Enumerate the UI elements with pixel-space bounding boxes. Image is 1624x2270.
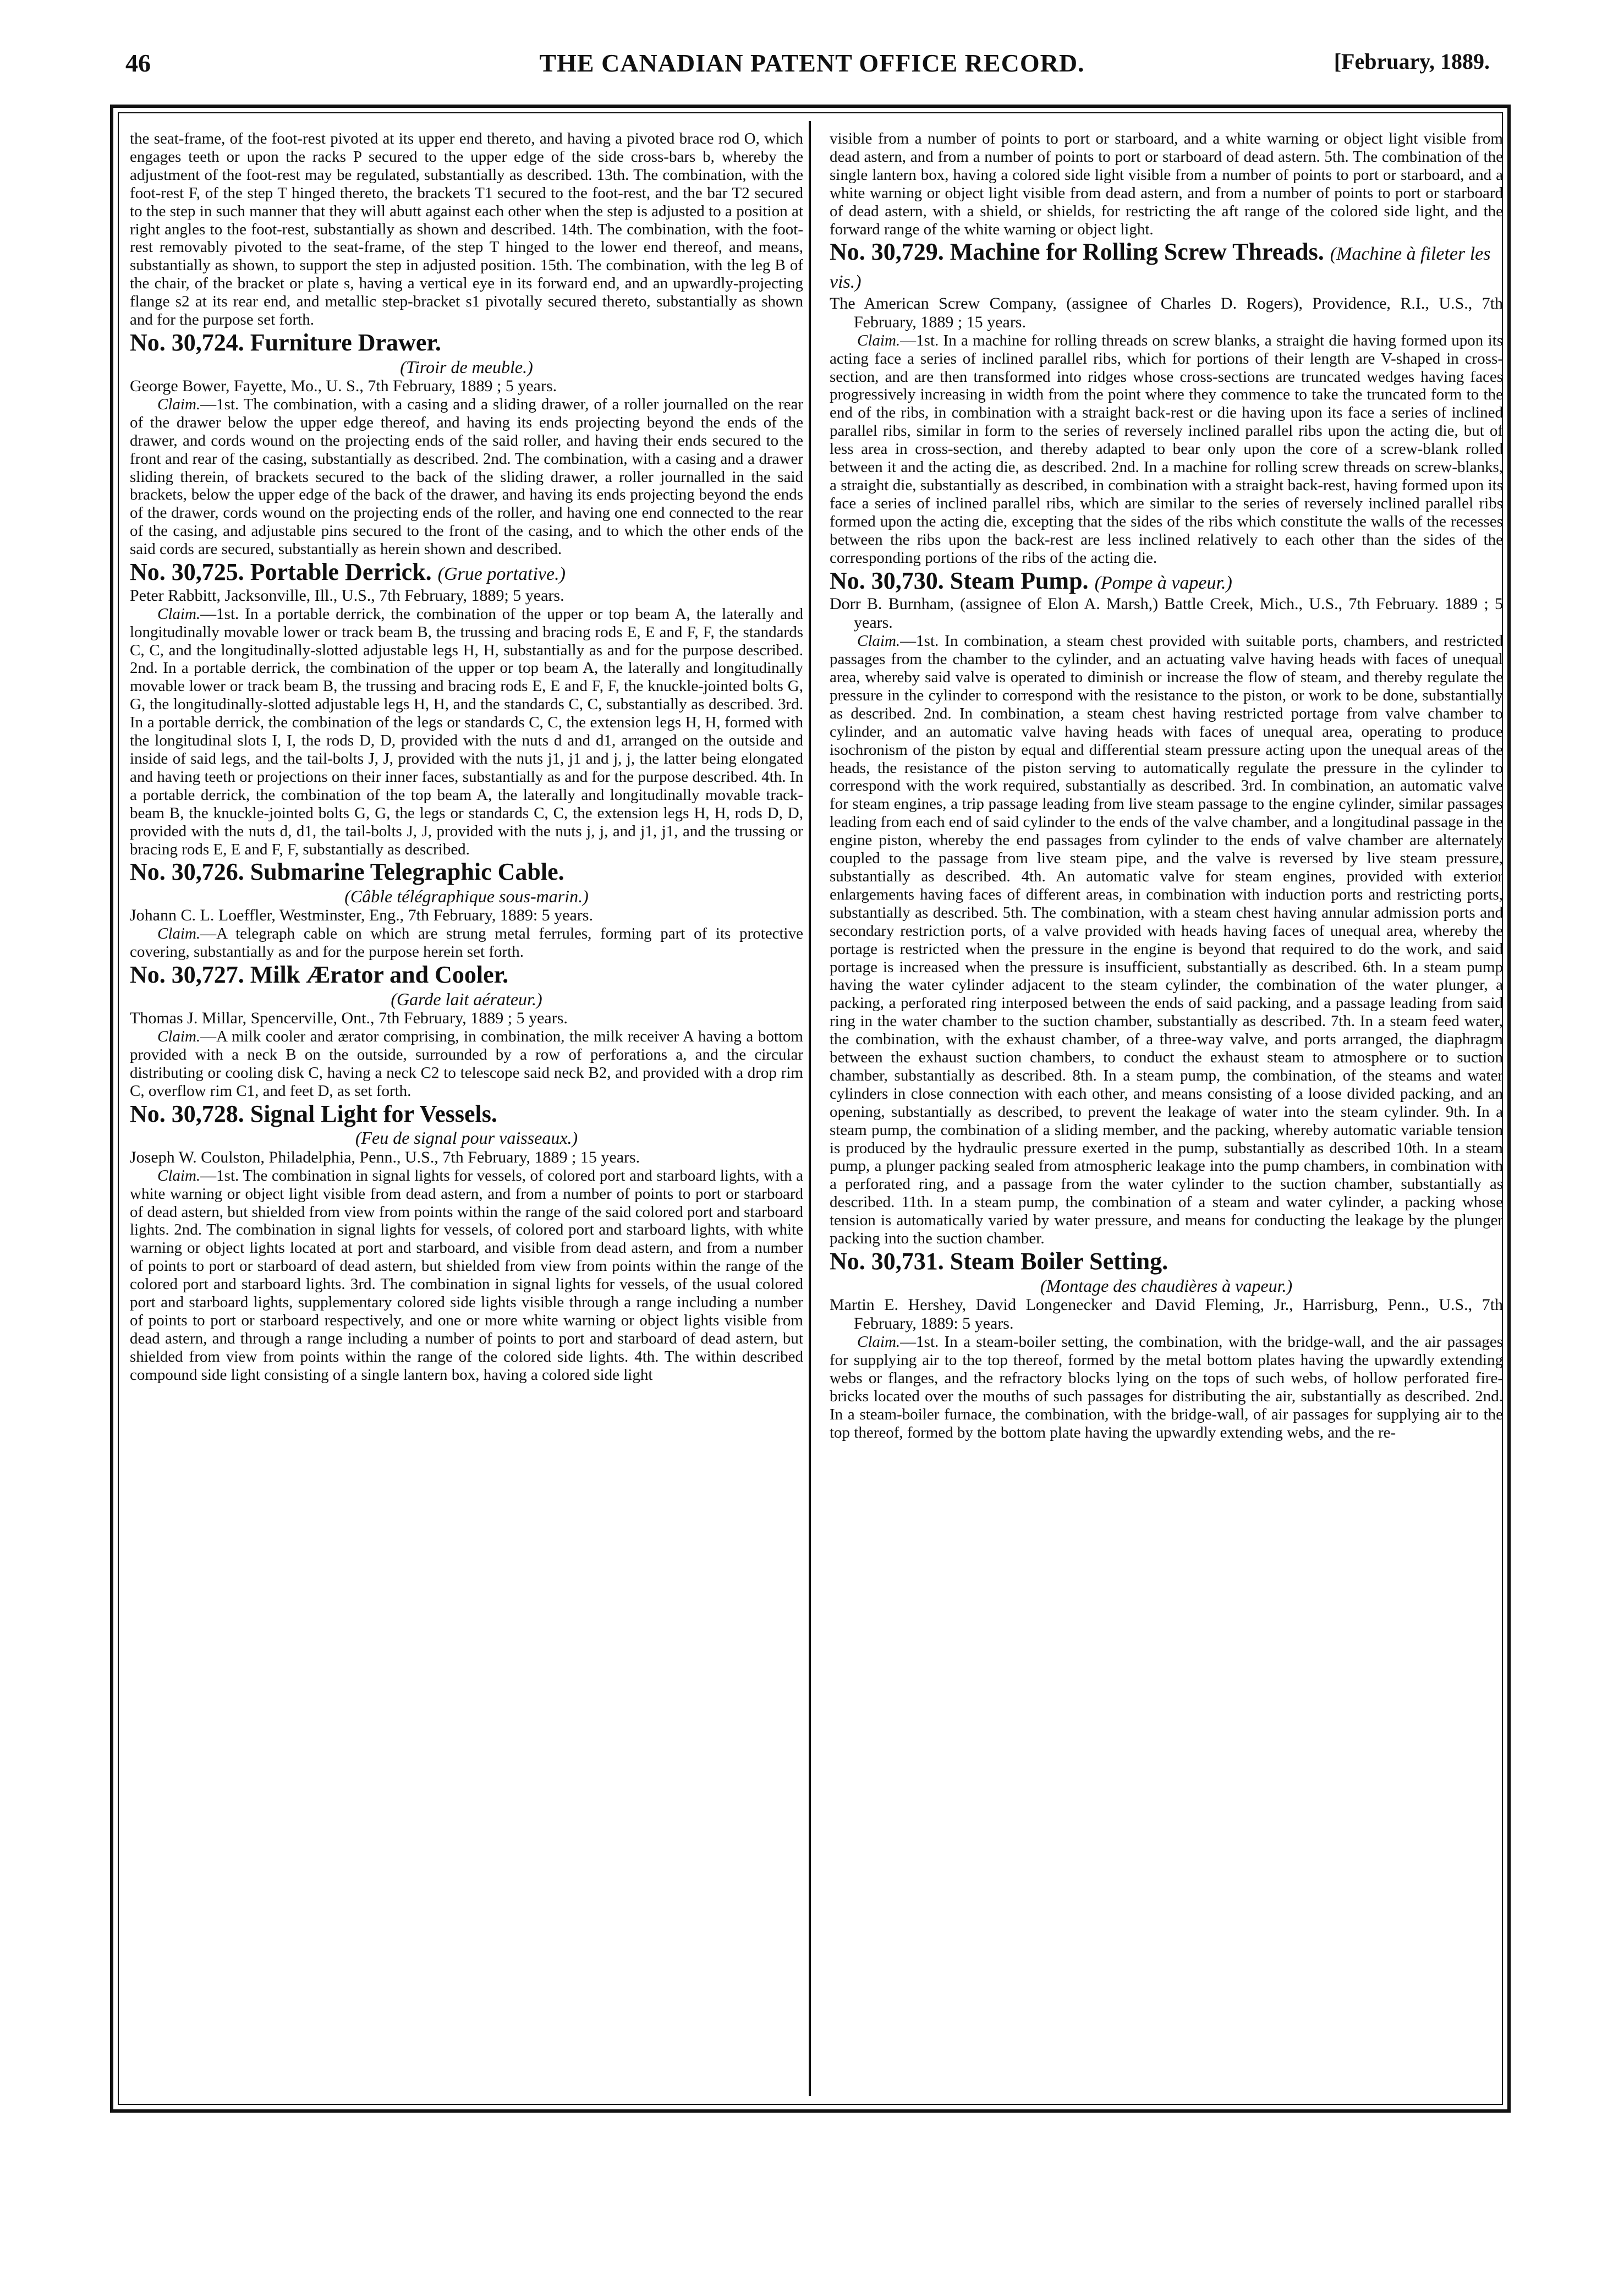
applicant-line: Joseph W. Coulston, Philadelphia, Penn., U.S., 7th February, 1889 ; 15 years. (130, 1148, 640, 1166)
applicant-line: Thomas J. Millar, Spencerville, Ont., 7th February, 1889 ; 5 years. (130, 1009, 568, 1028)
applicant-line: Martin E. Hershey, David Longenecker and David Fleming, Jr., Harrisburg, Penn., U.S., 7th February, 1889: 5 years. (830, 1295, 1503, 1333)
patent-heading: No. 30,727. Milk Ærator and Cooler. (130, 961, 509, 989)
claim-text (130, 1028, 803, 1100)
claim-label: Claim. (157, 1166, 201, 1185)
patent-heading (830, 567, 1503, 595)
patent-entry-30729 (830, 238, 1503, 567)
french-title: (Grue portative.) (437, 564, 566, 585)
patent-heading-text: No. 30,725. Portable Derrick. (130, 558, 432, 586)
patent-heading: No. 30,731. Steam Boiler Setting. (830, 1248, 1168, 1275)
claim-label: Claim. (857, 632, 901, 650)
claim-text (830, 632, 1503, 1248)
claim-text (130, 396, 803, 558)
french-title: (Garde lait aérateur.) (391, 989, 542, 1009)
left-column (130, 130, 803, 2099)
claim-text (830, 332, 1503, 567)
claim-body: —1st. The combination in signal lights for vessels, of colored port and starboard lights, with a white warning or object light visible from dead astern, and from a number of points to port or starboard of dead astern, but shielded from view from points within the range of the said colored port and starboard lights. 2nd. The combination in signal lights for vessels, of colored port and starboard lights, with white warning or object lights located at port and starboard, and visible from dead astern, and from a number of points to port or starboard of dead astern, but shielded from view from points within the range of the colored port and starboard lights. 3rd. The combination in signal lights for vessels, of the usual colored port and starboard lights, supplementary colored side lights visible through a range including a number of points to port or starboard respectively, and one or more white warning or object lights visible from dead astern, and through a range including a number of points to port and starboard of dead astern, but shielded from view from points within the range of the colored side lights. 4th. The within described compound side light consisting of a single lantern box, having a colored side light (130, 1166, 803, 1384)
patent-entry-30730 (830, 567, 1503, 1248)
patent-entry-30728 (130, 1100, 803, 1384)
claim-label: Claim. (157, 1028, 201, 1046)
claim-body: —1st. The combination, with a casing and a sliding drawer, of a roller journalled on the rear of the drawer below the upper edge thereof, and having its ends projecting beyond the ends of the drawer, and cords wound on the projecting ends of the said roller, and having their ends secured to the front and rear of the casing, substantially as described. 2nd. The combination, with a casing and a drawer sliding therein, of brackets secured to the back of the sliding drawer, a roller journalled in the said brackets, below the upper edge of the back of the drawer, and having its ends projecting beyond the ends of the drawer, cords wound on the projecting ends of the roller, and having one end connected to the rear of the casing, and adjustable pins secured to the front of the casing, and to which the other ends of the said cords are secured, substantially as herein shown and described. (130, 395, 803, 558)
claim-body: —1st. In a steam-boiler setting, the combination, with the bridge-wall, and the air passages for supplying air to the top thereof, formed by the metal bottom plates having the upwardly extending webs or flanges, and the refractory blocks lying on the tops of such webs, of hollow perforated fire-bricks located over the mouths of such passages for distributing the air, substantially as described. 2nd. In a steam-boiler furnace, the combination, with the bridge-wall, of air passages for supplying air to the top thereof, formed by the bottom plate having the upwardly extending webs, and the re- (830, 1333, 1503, 1441)
patent-heading: No. 30,724. Furniture Drawer. (130, 328, 441, 356)
patent-entry-30731 (830, 1248, 1503, 1441)
patent-heading: No. 30,726. Submarine Telegraphic Cable. (130, 858, 564, 886)
claim-text (130, 1167, 803, 1384)
patent-entry-30726 (130, 858, 803, 961)
patent-entry-30725 (130, 558, 803, 858)
patent-heading: No. 30,728. Signal Light for Vessels. (130, 1100, 497, 1127)
applicant-line: The American Screw Company, (assignee of Charles D. Rogers), Providence, R.I., U.S., 7th February, 1889 ; 15 years. (830, 294, 1503, 331)
claim-label: Claim. (157, 395, 201, 413)
patent-heading (830, 238, 1503, 294)
patent-entry-30727 (130, 961, 803, 1100)
issue-date: [February, 1889. (1334, 49, 1490, 74)
page-number: 46 (125, 49, 151, 77)
french-title: (Feu de signal pour vaisseaux.) (355, 1128, 578, 1148)
patent-heading-text: No. 30,730. Steam Pump. (830, 567, 1089, 594)
applicant-line: Dorr B. Burnham, (assignee of Elon A. Marsh,) Battle Creek, Mich., U.S., 7th February. 1889 ; 5 years. (830, 595, 1503, 632)
patent-heading-text: No. 30,729. Machine for Rolling Screw Threads. (830, 238, 1324, 266)
continued-claim-text: visible from a number of points to port or starboard, and a white warning or object light visible from dead astern, and from a number of points to port or starboard of dead astern. 5th. The combination of the single lantern box, having a colored side light visible from a number of points to port or starboard, and a white warning or object light visible from dead astern, and from a number of points to port or starboard of dead astern, with a shield, or shields, for restricting the aft range of the colored side light, and the forward range of the white warning or object light. (830, 130, 1503, 238)
claim-text (130, 925, 803, 961)
french-title: (Tiroir de meuble.) (400, 357, 533, 377)
french-title: (Câble télégraphique sous-marin.) (344, 886, 589, 906)
applicant-line: Peter Rabbitt, Jacksonville, Ill., U.S., 7th February, 1889; 5 years. (130, 586, 564, 605)
column-divider (809, 121, 811, 2096)
french-title: (Machine à fileter les vis.) (830, 244, 1491, 293)
claim-label: Claim. (157, 605, 201, 623)
claim-text (130, 605, 803, 859)
continued-claim-text: the seat-frame, of the foot-rest pivoted at its upper end thereto, and having a pivoted brace rod O, which engages teeth or upon the racks P secured to the upper edge of the side cross-bars b, whereby the adjustment of the foot-rest may be regulated, substantially as described. 13th. The combination, with the foot-rest F, of the step T hinged thereto, the brackets T1 secured to the foot-rest, and the bar T2 secured to the step in such manner that they will abutt against each other when the step is adjusted to a position at right angles to the foot-rest, substantially as shown and described. 14th. The combination, with the foot-rest removably pivoted to the seat-frame, of the step T hinged to the lower end thereof, and means, substantially as shown, to support the step in adjusted position. 15th. The combination, with the leg B of the chair, of the bracket or plate s, having a vertical eye in its forward end, and an upwardly-projecting flange s2 at its rear end, and metallic step-bracket s1 pivotally secured thereto, substantially as shown and for the purpose set forth. (130, 130, 803, 329)
patent-entry-30724 (130, 329, 803, 558)
claim-body: —1st. In a machine for rolling threads on screw blanks, a straight die having formed upon its acting face a series of inclined parallel ribs, which for portions of their length are V-shaped in cross-section, and are then transformed into ridges whose cross-sections are truncated wedges having faces progressively increasing in width from the point where they commence to take the truncated form to the end of the ribs, in combination with a straight back-rest or die having upon its face a series of inclined parallel ribs, similar in form to the series of reversely inclined parallel ribs upon the acting die, but of less area in cross-section, and thereby adapted to bear only upon the core of a screw-blank rolled between it and the acting die, as described. 2nd. In a machine for rolling screw threads on screw-blanks, a straight die, substantially as described, in combination with a straight back-rest, having formed upon its face a series of inclined parallel ribs, which are similar to the series of reversely inclined parallel ribs formed upon the acting die, excepting that the sides of the ribs which constitute the walls of the recesses between the ribs upon the back-rest are less inclined relatively to each other than the sides of the corresponding portions of the ribs of the acting die. (830, 331, 1503, 567)
applicant-line: George Bower, Fayette, Mo., U. S., 7th February, 1889 ; 5 years. (130, 376, 557, 395)
claim-body: —A telegraph cable on which are strung metal ferrules, forming part of its protective covering, substantially as and for the purpose herein set forth. (130, 925, 803, 961)
claim-text (830, 1333, 1503, 1441)
patent-heading (130, 558, 803, 586)
claim-label: Claim. (157, 925, 201, 943)
claim-label: Claim. (857, 331, 901, 349)
applicant-line: Johann C. L. Loeffler, Westminster, Eng., 7th February, 1889: 5 years. (130, 906, 593, 925)
claim-body: —1st. In combination, a steam chest provided with suitable ports, chambers, and restricted passages from the chamber to the cylinder, and an actuating valve having heads with faces of unequal area, whereby said valve is operated to diminish or increase the flow of steam, and thereby regulate the pressure in the cylinder to correspond with the resistance to the piston, or work to be done, substantially as described. 2nd. In combination, a steam chest having restricted portage from valve chamber to cylinder, and an automatic valve having heads with faces of unequal area, operating to produce isochronism of the piston by equal and differential steam pressure acting upon the unequal areas of the heads, the resistance of the piston serving to automatically regulate the pressure in the cylinder to correspond with the work required, substantially as described. 3rd. In combination, an automatic valve for steam engines, a trip passage leading from live steam passage to the engine cylinder, similar passages leading from each end of said cylinder to the ends of the valve chamber, and a longitudinal passage in the engine piston, whereby the end passages from cylinder to the ends of valve chamber are alternately coupled to the passage from live steam pipe, and the valve is reversed by live steam pressure, substantially as described. 4th. An automatic valve for steam engines, provided with exterior enlargements having faces of different areas, in combination with induction ports and restricting ports, substantially as described. 5th. The combination, with a steam chest having annular admission ports and secondary restriction ports, of a valve provided with heads having faces of unequal area, whereby the portage is restricted when the pressure in the engine is beyond that required to do the work, and said portage is increased when the pressure is insufficient, substantially as described. 6th. In a steam pump having the water cylinder adjacent to the steam cylinder, the combination of the water plunger, a packing, a perforated ring interposed between the ends of said packing, and a passage leading from said ring in the water chamber to the suction chamber, substantially as described. 7th. In a steam feed water, the combination, with the exhaust chamber, of a three-way valve, and ports arranged, the diaphragm between the exhaust suction chambers, to conduct the exhaust steam to atmosphere or to suction chamber, substantially as described. 8th. In a steam pump, the combination, of the steams and water cylinders in close connection with each other, and means consisting of a loose divided packing, and an opening, substantially as described, to prevent the leakage of water into the steam cylinder. 9th. In a steam pump, the combination of a sliding member, and the packing, whereby automatic variable tension is produced by the hydraulic pressure exerted in the pump, substantially as described 10th. In a steam pump, a plunger packing sealed from atmospheric leakage into the pump chambers, in combination with a perforated ring, and a passage from the water cylinder to the suction chamber, substantially as described. 11th. In a steam pump, the combination of a steam and water cylinder, a packing whose tension is automatically varied by water pressure, and means for conducting the leakage by the plunger packing into the suction chamber. (830, 632, 1503, 1248)
publication-title: THE CANADIAN PATENT OFFICE RECORD. (539, 49, 1085, 77)
claim-body: —A milk cooler and ærator comprising, in combination, the milk receiver A having a bottom provided with a neck B on the outside, surrounded by a row of perforations a, and the circular distributing or cooling disk C, having a neck C2 to telescope said neck B2, and provided with a drop rim C, overflow rim C1, and feet D, as set forth. (130, 1028, 803, 1100)
french-title: (Pompe à vapeur.) (1094, 572, 1232, 593)
page-header (0, 0, 1624, 110)
claim-body: —1st. In a portable derrick, the combination of the upper or top beam A, the laterally and longitudinally movable lower or track beam B, the trussing and bracing rods E, E and F, F, the standards C, C, and the longitudinally-slotted adjustable legs H, H, substantially as and for the purpose described. 2nd. In a portable derrick, the combination of the upper or top beam A, the laterally and longitudinally movable lower or track beam B, the trussing and bracing rods E, E and F, F, the knuckle-jointed bolts G, G, the longitudinally-slotted adjustable legs H, H, and the standards C, C, substantially as described. 3rd. In a portable derrick, the combination of the legs or standards C, C, the extension legs H, H, formed with the longitudinal slots I, I, the rods D, D, provided with the nuts d and d1, arranged on the outside and inside of said legs, and the tail-bolts J, J, provided with the nuts j1, j1 and j, j, the latter being elongated and having teeth or projections on their inner faces, substantially as and for the purpose described. 4th. In a portable derrick, the combination of the top beam A, the laterally and longitudinally movable track-beam B, the knuckle-jointed bolts G, G, the legs or standards C, C, the extension legs H, H, rods D, D, provided with the nuts d, d1, the tail-bolts J, J, provided with the nuts j, j, and j1, j1, and the trussing or bracing rods E, E and F, F, substantially as described. (130, 605, 803, 858)
french-title: (Montage des chaudières à vapeur.) (1040, 1275, 1293, 1296)
right-column (830, 130, 1503, 2099)
claim-label: Claim. (857, 1333, 901, 1351)
